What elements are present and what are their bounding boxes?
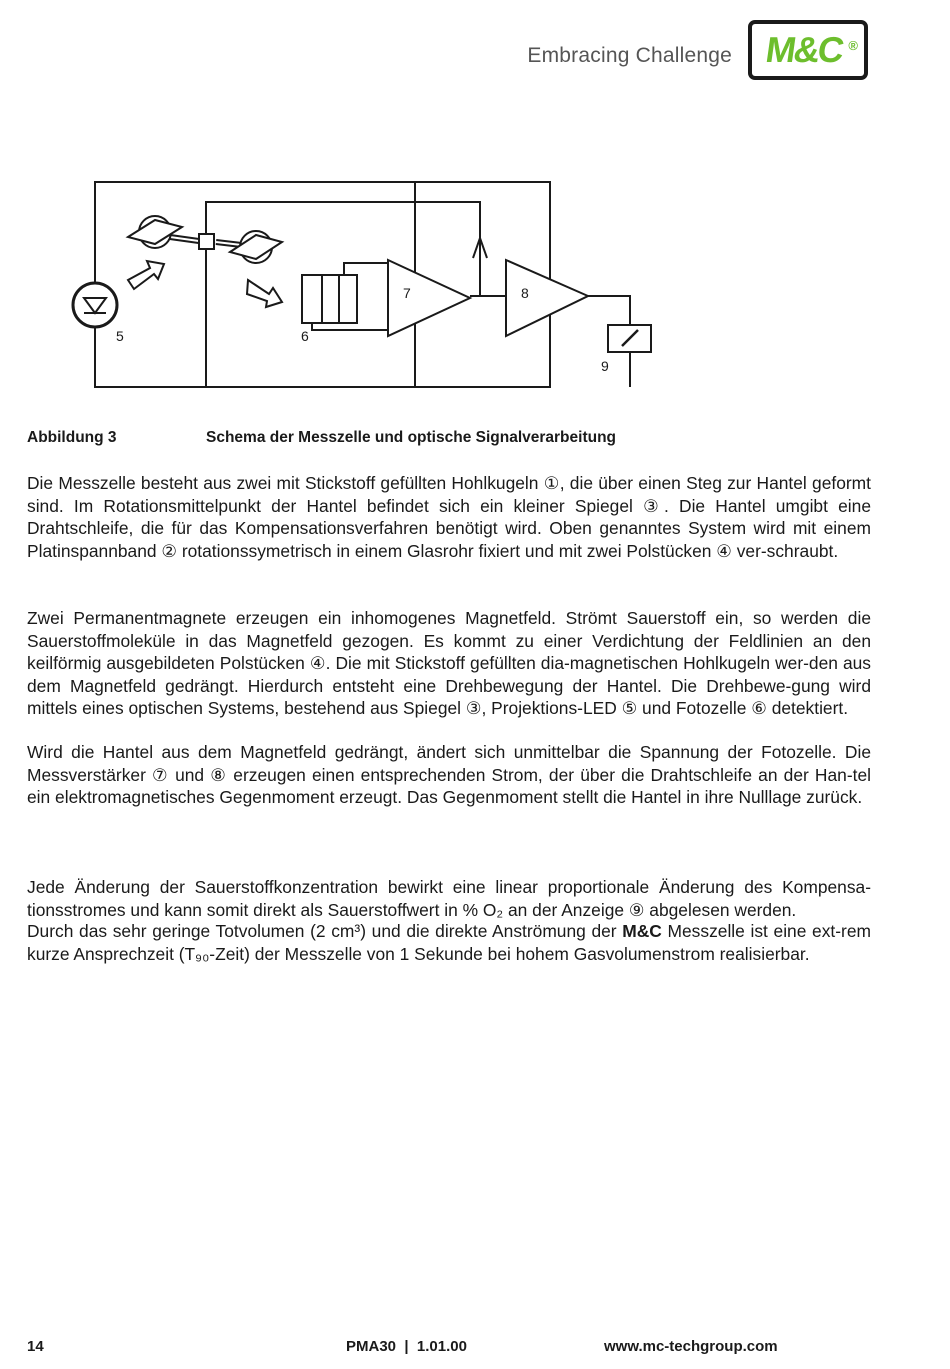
label-8: 8 bbox=[521, 285, 529, 301]
figure-title: Schema der Messzelle und optische Signalverarbeitung bbox=[206, 429, 617, 446]
light-beam-arrow-icon bbox=[128, 261, 164, 289]
page-number: 14 bbox=[27, 1338, 44, 1355]
reflected-beam-arrow-icon bbox=[247, 280, 282, 307]
logo-text: M&C bbox=[763, 29, 845, 70]
led-icon bbox=[73, 283, 117, 327]
measuring-cell-schematic bbox=[60, 170, 660, 395]
amplifier-7-icon bbox=[388, 260, 470, 336]
paragraph-1: Die Messzelle besteht aus zwei mit Stickstoff gefüllten Hohlkugeln ①, die über einen Steg zur Hantel geformt sind. Im Rotationsmittelpunkt der Hantel befindet sich ein kleiner Spiegel ③. Die Hantel umgibt eine Drahtschleife, die für das Kompensationsverfahren benötigt wird. Oben genanntes System wird mit einem Platinspannband ② rotationssymetrisch in einem Glasrohr fixiert und mit zwei Polstücken ④ ver-schraubt. bbox=[27, 473, 871, 561]
figure-label: Abbildung 3 bbox=[27, 429, 117, 446]
amplifier-8-icon bbox=[506, 260, 588, 336]
label-5: 5 bbox=[116, 328, 124, 344]
logo-registered-mark: ® bbox=[848, 38, 858, 53]
company-logo bbox=[748, 20, 868, 80]
paragraph-2: Zwei Permanentmagnete erzeugen ein inhomogenes Magnetfeld. Strömt Sauerstoff ein, so werden die Sauerstoffmoleküle in das Magnetfeld gezogen. Es kommt zu einer Verdichtung der Feldlinien an den keilförmig ausgebildeten Polstücken ④. Die mit Stickstoff gefüllten dia-magnetischen Hohlkugeln wer-den aus dem Magnetfeld gedrängt. Hierdurch entsteht eine Drehbewegung der Hantel. Die Drehbewe-gung wird mittels eines optischen Systems, bestehend aus Spiegel ③, Projektions-LED ⑤ und Fotozelle ⑥ detektiert. bbox=[27, 608, 871, 718]
paragraph-5 bbox=[27, 920, 871, 965]
paragraph-5-start: Durch das sehr geringe Totvolumen (2 cm³) und die direkte Anströmung der bbox=[27, 921, 623, 941]
label-6: 6 bbox=[301, 328, 309, 344]
brand-name: M&C bbox=[622, 921, 662, 941]
photocell-icon bbox=[302, 263, 388, 330]
tagline: Embracing Challenge bbox=[527, 44, 732, 67]
document-id: PMA30 | 1.01.00 bbox=[346, 1338, 467, 1355]
paragraph-4: Jede Änderung der Sauerstoffkonzentration bewirkt eine linear proportionale Änderung des Kompensa-tionsstromes und kann somit direkt als Sauerstoffwert in % O₂ an der Anzeige ⑨ abgelesen werden. bbox=[27, 877, 871, 920]
website-url: www.mc-techgroup.com bbox=[604, 1338, 778, 1355]
label-9: 9 bbox=[601, 358, 609, 374]
label-7: 7 bbox=[403, 285, 411, 301]
output-line bbox=[588, 296, 630, 325]
paragraph-3: Wird die Hantel aus dem Magnetfeld gedrängt, ändert sich unmittelbar die Spannung der Fotozelle. Die Messverstärker ⑦ und ⑧ erzeugen einen entsprechenden Strom, der über die Drahtschleife an der Han-tel ein elektromagnetisches Gegenmoment erzeugt. Das Gegenmoment stellt die Hantel in ihre Nulllage zurück. bbox=[27, 742, 871, 807]
paragraph-5-end: Messzelle ist eine ext-rem kurze Ansprechzeit (T₉₀-Zeit) der Messzelle von 1 Sekunde bei hohem Gasvolumenstrom realisierbar. bbox=[27, 921, 871, 964]
